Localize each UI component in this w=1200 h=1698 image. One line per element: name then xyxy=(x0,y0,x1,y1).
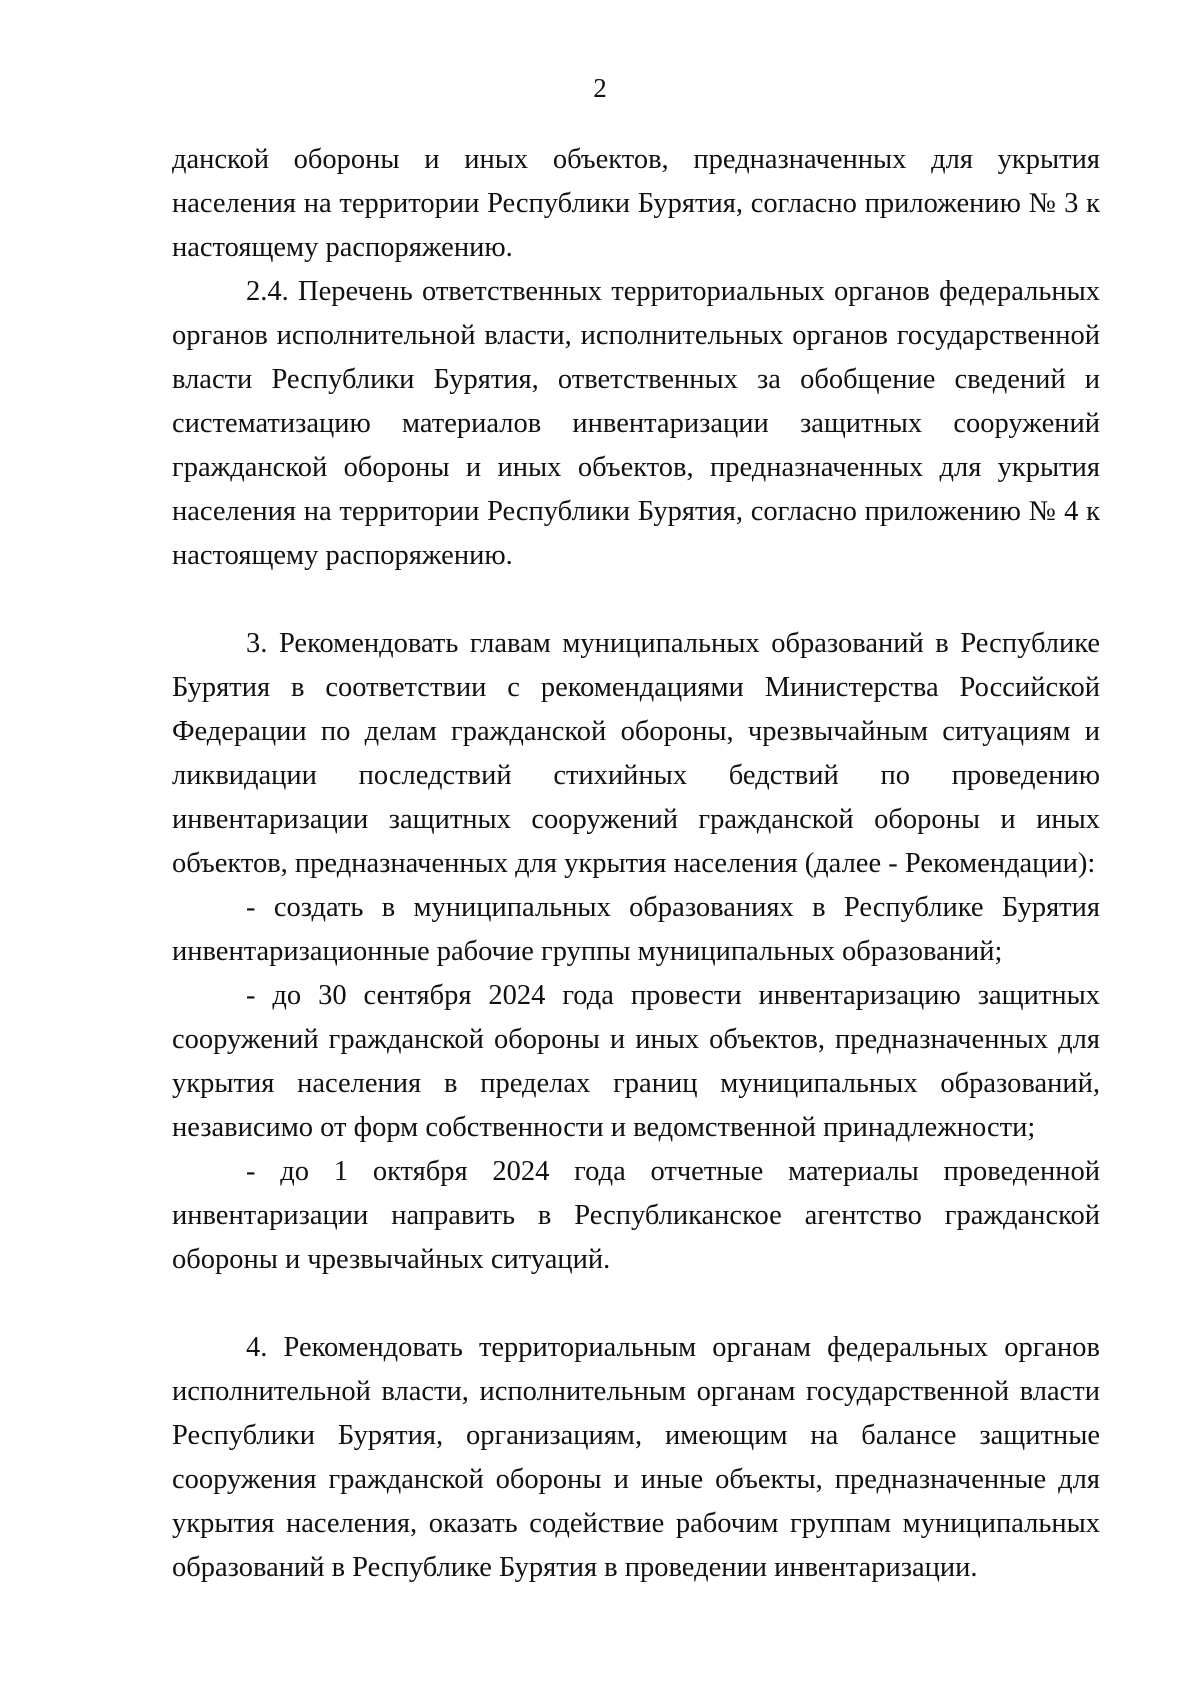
list-item-create-groups: - создать в муниципальных образованиях в Республике Бурятия инвентаризационные рабочие группы муниципальных образований; xyxy=(172,892,1100,967)
paragraph-2-4: 2.4. Перечень ответственных территориальных органов федеральных органов исполнительной власти, исполнительных органов государственной власти Республики Бурятия, ответственных за обобщение сведений и систематизацию материалов инвентаризации защитных сооружений гражданской обороны и иных объектов, предназначенных для укрытия населения на территории Республики Бурятия, согласно приложению № 4 к настоящему распоряжению. xyxy=(172,276,1100,571)
paragraph-4: 4. Рекомендовать территориальным органам федеральных органов исполнительной власти, исполнительным органам государственной власти Республики Бурятия, организациям, имеющим на балансе защитные сооружения гражданской обороны и иные объекты, предназначенные для укрытия населения, оказать содействие рабочим группам муниципальных образований в Республике Бурятия в проведении инвентаризации. xyxy=(172,1332,1100,1583)
page-number: 2 xyxy=(593,73,607,103)
list-item-inventory-deadline: - до 30 сентября 2024 года провести инвентаризацию защитных сооружений гражданской обороны и иных объектов, предназначенных для укрытия населения в пределах границ муниципальных образований, независимо от форм собственности и ведомственной принадлежности; xyxy=(172,980,1100,1143)
document-body xyxy=(172,138,1100,1590)
list-item-report-deadline: - до 1 октября 2024 года отчетные материалы проведенной инвентаризации направить в Республиканское агентство гражданской обороны и чрезвычайных ситуаций. xyxy=(172,1156,1100,1275)
paragraph-continuation: данской обороны и иных объектов, предназначенных для укрытия населения на территории Республики Бурятия, согласно приложению № 3 к настоящему распоряжению. xyxy=(172,144,1100,263)
paragraph-3: 3. Рекомендовать главам муниципальных образований в Республике Бурятия в соответствии с рекомендациями Министерства Российской Федерации по делам гражданской обороны, чрезвычайным ситуациям и ликвидации последствий стихийных бедствий по проведению инвентаризации защитных сооружений гражданской обороны и иных объектов, предназначенных для укрытия населения (далее - Рекомендации): xyxy=(172,628,1100,879)
